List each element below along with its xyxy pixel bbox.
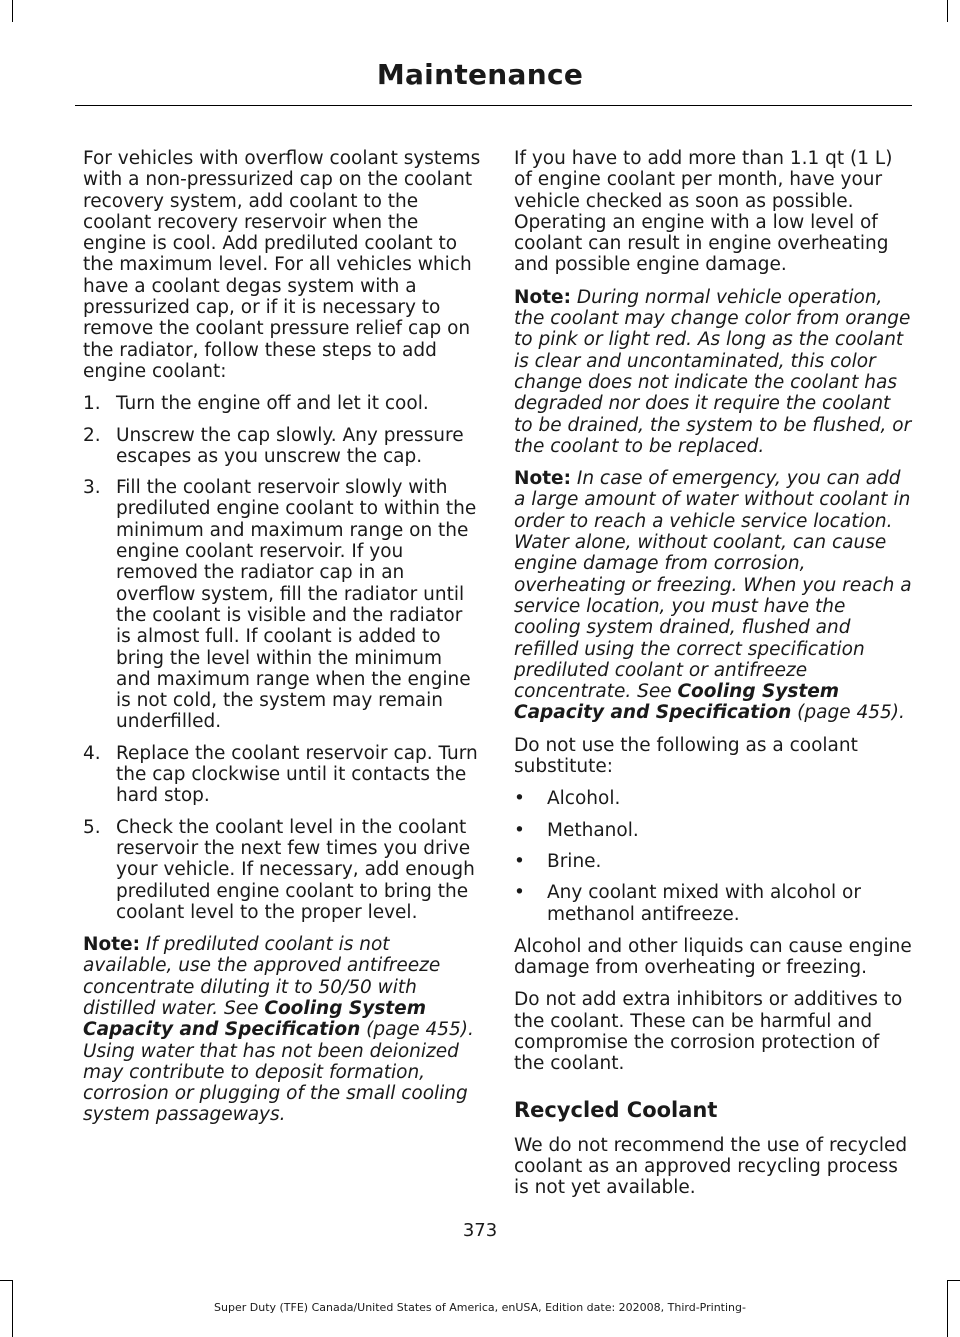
bullet-icon: • [514,882,525,904]
inhibitors-paragraph: Do not add extra inhibitors or additives to the coolant. These can be harmful and compromise the corrosion protection of the coolant. [514,989,903,1075]
prediluted-note [83,934,481,1126]
substitute-list [514,788,912,924]
note-label: Note: [514,468,571,490]
step-text: Unscrew the cap slowly. Any pressure escapes as you unscrew the cap. [116,424,464,467]
step-text: Turn the engine off and let it cool. [116,393,429,415]
list-item-text: Any coolant mixed with alcohol or methanol antifreeze. [547,882,861,925]
header-divider [75,105,912,106]
cross-reference-link[interactable]: Cooling System Capacity and Specification [514,681,840,724]
coolant-steps-list [83,393,481,923]
bullet-icon: • [514,788,525,810]
step-text: Fill the coolant reservoir slowly with prediluted engine coolant to within the minimum and maximum range on the engine coolant reservoir. If you removed the radiator cap in an overflow system, fill the radiator until the coolant is visible and the radiator is almost full. If coolant is added to bring the level within the minimum and maximum range when the engine is not cold, the system may remain underfilled. [116,477,477,733]
note-text: In case of emergency, you can add a large amount of water without coolant in order to reach a vehicle service location. Water alone, without coolant, can cause engine damage from corrosion, overheating or freezing. When you reach a service location, you must have the cooling system drained, flushed and refilled using the correct specification prediluted coolant or antifreeze concentrate. See [514,468,912,703]
crop-mark-bottom-left-h [0,1280,13,1281]
emergency-note [514,468,912,724]
alcohol-warning-paragraph: Alcohol and other liquids can cause engine damage from overheating or freezing. [514,935,912,979]
edition-footer: Super Duty (TFE) Canada/United States of America, enUSA, Edition date: 202008, Third-Printing- [214,1301,746,1314]
note-text-continued: (page 455). [791,702,905,724]
step-item [83,743,481,807]
note-text: During normal vehicle operation, the coolant may change color from orange to pink or light red. As long as the coolant is clear and uncontaminated, this color change does not indicate the coolant has degraded nor does it require the coolant to be drained, the system to be flushed, or the coolant to be replaced. [514,286,912,457]
list-item-text: Brine. [547,850,602,872]
step-item [83,477,481,733]
page-number: 373 [462,1220,498,1241]
cross-reference-link[interactable]: Cooling System Capacity and Specification [83,997,426,1041]
list-item [514,820,912,841]
step-number: 4. [83,742,101,764]
list-item-text: Methanol. [547,819,639,841]
recycled-coolant-heading: Recycled Coolant [514,1097,718,1122]
list-item [514,788,912,809]
crop-mark-bottom-right-h [947,1280,960,1281]
step-number: 1. [83,393,101,415]
note-text-continued: (page 455). Using water that has not been deionized may contribute to deposit formation, corrosion or plugging of the small cooling system passageways. [83,1019,474,1126]
step-item [83,425,481,468]
right-column [514,148,912,1209]
coolant-intro-paragraph: For vehicles with overflow coolant systems with a non-pressurized cap on the coolant recovery system, add coolant to the coolant recovery reservoir when the engine is cool. Add prediluted coolant to the maximum level. For all vehicles which have a coolant degas system with a pressurized cap, or if it is necessary to remove the coolant pressure relief cap on the radiator, follow these steps to add engine coolant: [83,148,481,382]
bullet-icon: • [514,850,525,872]
step-number: 3. [83,477,101,499]
note-label: Note: [83,934,140,956]
step-number: 2. [83,424,101,446]
note-text: If prediluted coolant is not available, use the approved antifreeze concentrate diluting it to 50/50 with distilled water. See [83,934,441,1019]
step-item [83,817,481,923]
add-more-paragraph: If you have to add more than 1.1 qt (1 L) of engine coolant per month, have your vehicle checked as soon as possible. Operating an engine with a low level of coolant can result in engine overheating and possible engine damage. [514,148,893,276]
substitute-intro-paragraph: Do not use the following as a coolant substitute: [514,734,858,778]
step-text: Check the coolant level in the coolant reservoir the next few times you drive your vehicle. If necessary, add enough prediluted engine coolant to bring the coolant level to the proper level. [116,816,475,923]
bullet-icon: • [514,819,525,841]
crop-mark-top-left [12,0,13,22]
list-item [514,851,912,872]
step-number: 5. [83,816,101,838]
step-item [83,393,481,414]
recycled-coolant-paragraph: We do not recommend the use of recycled coolant as an approved recycling process is not yet available. [514,1134,908,1199]
list-item-text: Alcohol. [547,788,621,810]
page-title: Maintenance [376,58,584,91]
step-text: Replace the coolant reservoir cap. Turn the cap clockwise until it contacts the hard stop. [116,742,478,807]
left-column [83,148,481,1137]
color-change-note [514,287,912,457]
list-item [514,882,912,925]
note-label: Note: [514,286,571,308]
crop-mark-top-right [947,0,948,22]
